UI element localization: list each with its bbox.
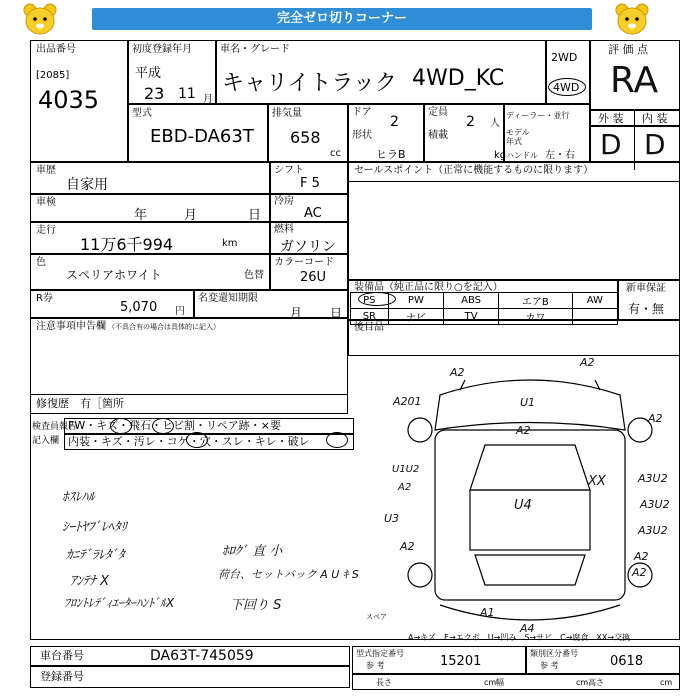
diag-mark-16: A2 [634,550,649,563]
equip-leather: カワ [499,309,573,325]
handwritten-note-4: ｱﾝﾃﾅ X [70,574,110,589]
check-circle-3 [186,432,208,448]
history-value: 自家用 [66,177,108,193]
fuel-label: 燃料 [274,224,294,235]
dims-row [352,674,680,690]
mascot-right-icon [612,2,652,36]
shift-label: シフト [274,165,304,176]
mileage-label: 走行 [36,225,56,236]
repair-row [30,394,348,414]
first-reg-month-unit: 月 [203,94,213,105]
diag-mark-12: XX [588,474,606,489]
diag-mark-11: U4 [514,498,532,513]
diag-mark-8: A2 [398,482,412,493]
car-name: キャリイトラック [222,71,397,96]
model-cert-label: 型式指定番号 [356,649,404,658]
disp-unit: cc [330,148,341,159]
recycle-row [30,290,194,318]
diag-mark-6: A2 [648,412,663,425]
diag-mark-5: A2 [580,356,595,369]
certificate-label: 名変還知期限 [198,293,258,304]
inspection-month: 月 [184,208,198,223]
color-label: 色 [36,257,46,268]
car-grade: 4WD_KC [412,66,505,91]
diag-mark-2: U1 [520,396,536,409]
shape-value: ヒラB [376,148,406,161]
diag-mark-3: A2 [516,424,531,437]
diag-mark-13: A3U2 [638,472,668,485]
rear-seat-cell [348,320,680,356]
warranty-value: 有・無 [628,302,665,316]
drive-4wd: 4WD [553,81,580,94]
repair-value: 有［箇所 [80,397,124,410]
mileage-value: 11万6千994 [80,235,174,254]
diag-mark-17: A2 [632,566,647,579]
equip-navi: ナビ [388,309,443,325]
check-row2-text: 内装・キズ・汚レ・コゲ・穴・スレ・キレ・破レ [68,435,310,448]
doors-label: ドア [352,107,372,118]
width-unit: cm [576,678,589,687]
diag-mark-7: U1U2 [392,464,420,475]
doors-value: 2 [390,114,399,130]
recycle-unit: 円 [175,306,185,317]
dealer-label: ディーラー・並行 [506,111,570,120]
lot-number: 4035 [38,86,100,114]
load-label: 積載 [428,130,448,141]
sales-point-rule [348,181,680,182]
diag-mark-14: A3U2 [640,498,670,511]
disp-value: 658 [290,128,321,147]
model-cert-sub: 参 考 [366,661,385,670]
model-cert-value: 15201 [440,654,482,669]
inspection-row [30,194,270,222]
model-type: EBD-DA63T [150,126,254,147]
diag-mark-1: A201 [393,395,422,408]
equip-airbag: エアB [499,293,573,309]
damage-legend: A→キズ E→エクボ U→凹み S→サビ C→腐食 XX→交換 [408,633,631,642]
fuel-value: ガソリン [280,239,336,255]
check-circle-2 [152,418,174,434]
page-title: 完全ゼロ切りコーナー [92,8,592,30]
height-label: 高さ [588,678,604,687]
score-bottom [590,126,680,162]
diag-mark-9: U3 [384,512,400,525]
color-value: スペリアホワイト [66,268,162,282]
handwritten-note-3: ｶﾆﾃﾞﾗﾚﾀﾞﾀ [66,548,125,563]
equip-abs: ABS [444,293,499,309]
diag-mark-4: A2 [450,366,465,379]
warranty-label: 新車保証 [626,283,666,294]
car-name-label: 車名・グレード [220,44,290,55]
exterior-label: 外 装 [598,112,624,125]
aircon-value: AC [304,206,322,221]
reg-label: 登録番号 [40,670,84,683]
capacity-value: 2 [466,114,475,130]
check-circle-4 [326,432,348,448]
model-year-label: モデル年式 [506,128,530,146]
inspection-year: 年 [134,208,148,223]
first-reg-era: 平成 [135,66,162,81]
check-row1-text: FW・キズ・飛石・ヒビ割・リペア跡・×要 [68,419,281,432]
color-code-value: 26U [300,270,327,285]
first-reg-label: 初度登録年月 [132,44,192,55]
handwritten-note-1: ﾎｽﾚﾊﾙ [62,490,95,505]
check-row2-label: 記入欄 [32,436,60,446]
length-label: 長さ [376,678,392,687]
score-value: RA [610,60,659,101]
length-unit: cm [484,678,497,687]
repair-label: 修復歴 [36,397,69,410]
diag-mark-10: A2 [400,540,415,553]
capacity-unit: 人 [490,118,500,129]
equip-aw: AW [572,293,617,309]
sales-point-label: セールスポイント（正常に機能するものに限ります） [354,165,594,176]
load-unit: kg [494,150,507,161]
mascot-left-icon [20,2,60,36]
shape-label: 形状 [352,130,372,141]
legend-sub: スペア [366,613,387,621]
sales-point-cell [348,162,680,280]
diag-mark-18: A1 [480,606,495,619]
recycle-label: R券 [36,293,53,304]
inspection-day: 日 [248,208,262,223]
rear-seat-label: 後目品 [354,322,384,333]
color-code-label: カラーコード [274,257,334,268]
interior-score: D [644,128,666,161]
handle-value: 左・右 [545,150,575,161]
certificate-day: 日 [330,306,343,320]
diag-mark-19: A4 [520,622,535,635]
equip-tv: TV [444,309,499,325]
handwritten-note-7: 荷台、セットバック A U ｷ S [218,568,359,581]
certificate-month: 月 [290,306,303,320]
equip-ps: PS [351,293,389,309]
check-circle-1 [110,418,132,434]
class-label: 類別区分番号 [530,649,578,658]
ps-circle [358,292,396,306]
lot-sub: [2085] [36,70,70,81]
check-row1-label: 検査員報告 [32,422,78,432]
chassis-label: 車台番号 [40,649,84,662]
handwritten-note-5: ﾌﾛﾝﾄﾚﾃﾞｨｴｰﾀｰﾊﾝﾄﾞﾙX [64,596,175,610]
equip-sr: SR [351,309,389,325]
notes-sub: （不具合有の場合は具体的に記入） [108,323,220,331]
recycle-value: 5,070 [120,300,158,315]
notes-label: 注意事項申告欄 [36,321,106,332]
first-reg-month: 11 [178,86,196,102]
class-sub: 参 考 [540,661,559,670]
diag-mark-15: A3U2 [638,524,668,537]
exterior-score: D [600,128,622,161]
class-value: 0618 [610,654,644,669]
handwritten-note-8: 下回り S [230,598,282,613]
height-unit: cm [660,678,673,687]
equip-pw: PW [388,293,443,309]
handwritten-note-6: ﾎﾛｸﾞ 直 小 [222,544,283,559]
disp-label: 排気量 [272,108,302,119]
width-label: 幅 [496,678,504,687]
drive-2wd: 2WD [551,51,578,64]
capacity-label: 定員 [428,107,448,118]
mileage-unit: km [222,238,238,249]
color-change-label: 色替 [244,270,264,281]
type-label: 型式 [132,108,152,119]
equipment-label: 装備品（純正品に限り○を記入） [354,282,503,293]
chassis-value: DA63T-745059 [150,648,254,664]
handwritten-note-2: ｼｰﾄﾔﾌﾞﾚﾍﾀﾘ [62,520,127,535]
aircon-label: 冷房 [274,196,294,207]
shift-value: F 5 [300,176,320,191]
handle-label: ハンドル [506,151,538,160]
score-label: 評 価 点 [608,43,648,56]
lot-label: 出品番号 [36,44,76,55]
drive-4wd-circle [548,78,586,96]
history-label: 車歴 [36,165,56,176]
first-reg-year: 23 [144,84,165,103]
inspection-label: 車検 [36,197,56,208]
interior-label: 内 装 [642,112,668,125]
